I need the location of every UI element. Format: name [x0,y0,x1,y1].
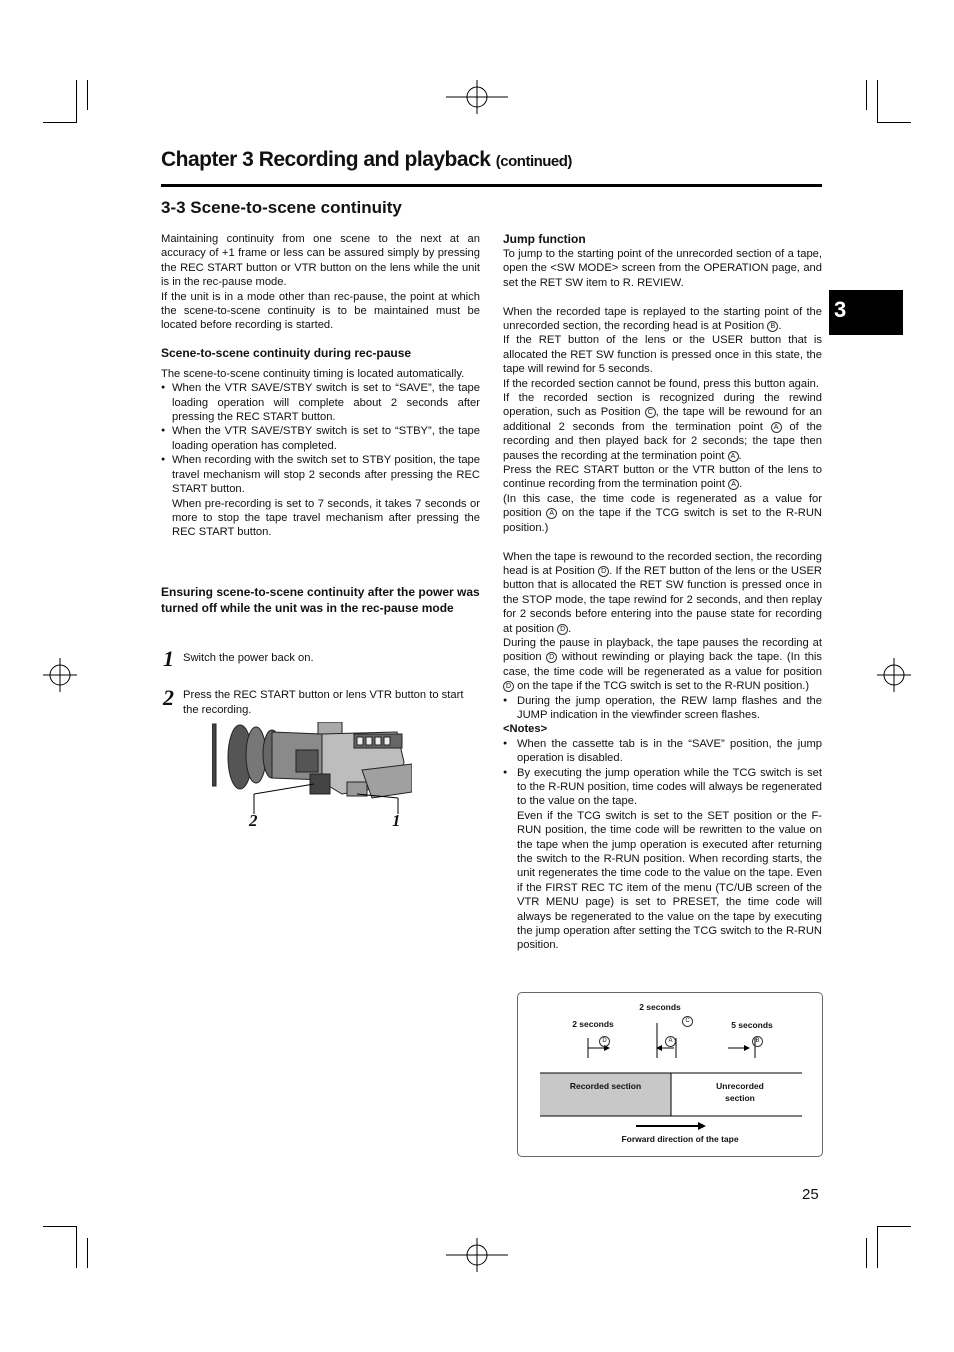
position-a-marker: A [771,422,782,433]
page-number: 25 [802,1186,819,1203]
registration-mark [43,658,77,692]
position-d-marker: D [557,624,568,635]
paragraph: To jump to the starting point of the unrecorded section of a tape, open the <SW MODE> screen from the OPERATION page, and set the RET SW item to R. REVIEW. [503,248,822,289]
paragraph: When the recorded tape is replayed to the starting point of the unrecorded section, the recording head is at Position B . [503,305,822,333]
bullet-item: ● When the VTR SAVE/STBY switch is set to “SAVE”, the tape loading operation will complete about 2 seconds after pressing the REC START button. [161,381,480,424]
crop-mark [877,80,878,122]
chapter-title: Chapter 3 Recording and playback (continued) [161,148,572,171]
note-item: ● When the cassette tab is in the “SAVE” position, the jump operation is disabled. [503,737,822,766]
subheading-rec-pause: Scene-to-scene continuity during rec-pause [161,345,412,360]
registration-mark [446,1238,508,1272]
figure-callout: 2 [249,811,258,830]
section-title: 3-3 Scene-to-scene continuity [161,198,402,217]
position-d-marker: D [503,681,514,692]
continued-label: (continued) [495,153,572,170]
paragraph: During the pause in playback, the tape pauses the recording at position D without rewinding or playing back the tape. (In this case, the time code will be regenerated as a value for position D on the tape if the TCG switch is set to the R-RUN position.) [503,636,823,693]
intro-paragraph: Maintaining continuity from one scene to the next at an accuracy of +1 frame or less can be assured simply by pressing the REC START button or VTR button on the lens while the unit is in the rec-pause mode. [161,233,480,289]
position-d-marker: D [546,652,557,663]
bullet-continuation: When pre-recording is set to 7 seconds, it takes 7 seconds or more to stop the tape travel mechanism after pressing the REC START button. [172,497,480,539]
figure-callout: 1 [392,811,401,830]
step-number: 1 [163,646,174,671]
bullet-item: ● During the jump operation, the REW lamp flashes and the JUMP indication in the viewfinder screen flashes. [503,694,822,723]
position-d-marker: D [599,1036,610,1047]
chapter-tab: 3 [829,290,903,335]
tape-diagram [517,992,823,1157]
bullet-item: ● When the VTR SAVE/STBY switch is set to “STBY”, the tape loading operation has completed. [161,424,480,453]
notes-heading: <Notes> [503,723,548,736]
paragraph: If the recorded section cannot be found, press this button again. [503,377,819,390]
crop-mark [87,80,88,110]
step-text: Press the REC START button or lens VTR button to start the recording. [183,689,464,716]
paragraph: If the RET button of the lens or the USER button that is allocated the RET SW function is pressed once in this state, the tape will rewind for 5 seconds. [503,334,822,376]
position-c-marker: C [682,1016,693,1027]
crop-mark [43,122,77,123]
left-column [161,232,480,540]
position-b-marker: B [767,321,778,332]
paragraph: (In this case, the time code is regenerated as a value for position A on the tape if the TCG switch is set to the R-RUN position.) [503,492,823,534]
crop-mark [877,1226,878,1268]
crop-mark [877,1226,911,1227]
paragraph: The scene-to-scene continuity timing is located automatically. [161,367,465,380]
position-d-marker: D [598,566,609,577]
crop-mark [76,80,77,122]
paragraph: If the recorded section is recognized during the rewind operation, such as Position C , the tape will be rewound for an additional 2 seconds from the termination point A of the recording and then played back for 2 seconds; the tape then pauses the recording at the termination point A . [503,392,823,462]
registration-mark [877,658,911,692]
crop-mark [866,80,867,110]
intro-paragraph: If the unit is in a mode other than rec-pause, the point at which the scene-to-scene continuity is to be maintained must be located before recording is started. [161,290,480,332]
position-a-marker: A [665,1036,676,1047]
crop-mark [43,1226,77,1227]
position-a-marker: A [728,451,739,462]
registration-mark [446,80,508,114]
unrecorded-section-label: Unrecorded section [716,1081,764,1103]
crop-mark [877,122,911,123]
forward-direction-label: Forward direction of the tape [621,1134,739,1144]
label-2-seconds-top: 2 seconds [639,1002,681,1012]
subheading-power-off: Ensuring scene-to-scene continuity after the power was turned off while the unit was in the rec-pause mode [161,585,480,615]
note-item: ● By executing the jump operation while the TCG switch is set to the R-RUN position, time codes will always be regenerated to the value on the tape. [503,766,822,809]
bullet-item: ● When recording with the switch set to STBY position, the tape travel mechanism will stop 2 seconds after pressing the REC START button. [161,453,480,496]
crop-mark [76,1226,77,1268]
position-b-marker: B [752,1036,763,1047]
paragraph: Press the REC START button or the VTR button of the lens to continue recording from the termination point A . [503,464,822,491]
camera-illustration [212,722,412,832]
right-column [503,232,822,953]
recorded-section-label: Recorded section [569,1081,642,1091]
label-5-seconds: 5 seconds [731,1020,773,1030]
position-c-marker: C [645,407,656,418]
position-a-marker: A [728,479,739,490]
subheading-jump-function: Jump function [503,232,586,246]
crop-mark [866,1238,867,1268]
note-continuation: Even if the TCG switch is set to the SET position or the F-RUN position, the time code will be rewritten to the value on the tape when the jump operation is executed after returning the switch to the R-RUN position. When recording starts, the unit regenerates the time code to the value on the tape. Even if the FIRST REC TC item of the menu (TC/UB screen of the VTR MENU page) is set to PRESET, the time code will always be regenerated to the value on the tape by executing the jump operation after setting the TCG switch to the R-RUN position. [517,809,822,952]
step-text: Switch the power back on. [183,652,314,664]
tape-diagram-lines [518,993,822,1156]
paragraph: When the tape is rewound to the recorded section, the recording head is at Position D . If the RET button of the lens or the USER button that is allocated the RET SW function is pressed once in the STOP mode, the tape rewind for 2 seconds, and then replay for 2 seconds before entering into the pause state for recording at position D . [503,550,822,635]
crop-mark [87,1238,88,1268]
position-a-marker: A [546,508,557,519]
header-rule [161,184,822,187]
step-number: 2 [163,685,174,710]
label-2-seconds-left: 2 seconds [572,1019,614,1029]
